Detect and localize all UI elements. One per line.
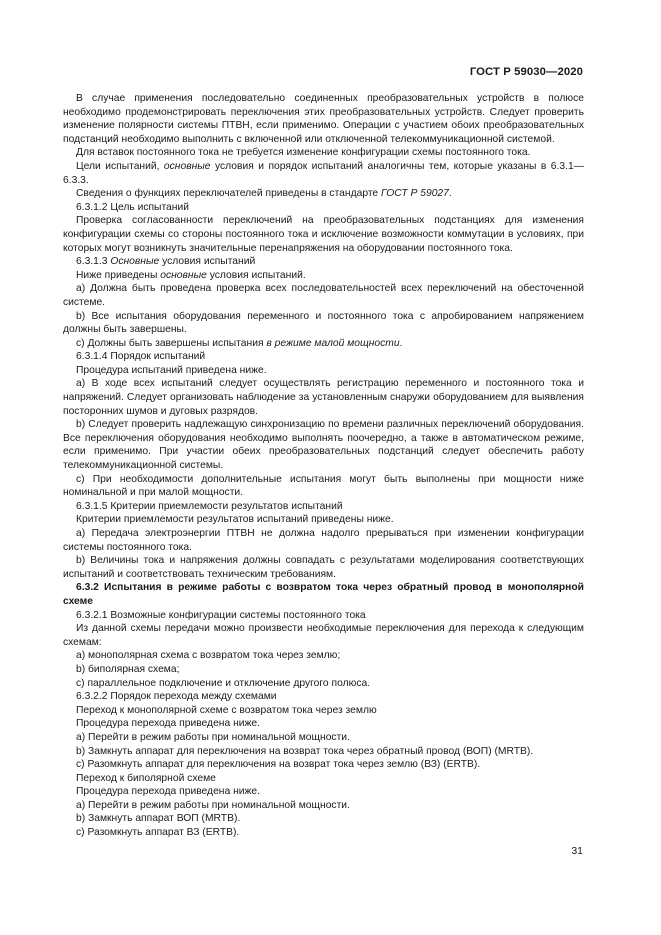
document-header: ГОСТ Р 59030—2020 — [469, 66, 583, 78]
list-item: a) монополярная схема с возвратом тока через землю; — [76, 650, 341, 662]
list-item: b) Все испытания оборудования переменного и постоянного тока с апробированием напряжением должны быть завершены. — [63, 310, 584, 336]
list-item: b) биполярная схема; — [76, 663, 180, 675]
list-item: b) Замкнуть аппарат ВОП (MRTB). — [76, 813, 241, 825]
list-item: b) Замкнуть аппарат для переключения на возврат тока через обратный провод (ВОП) (MRTB). — [76, 745, 534, 757]
paragraph: Процедура перехода приведена ниже. — [76, 718, 260, 730]
document-body — [63, 92, 584, 840]
list-item: a) Передача электроэнергии ПТВН не должна надолго прерываться при изменении конфигурации системы постоянного тока. — [63, 528, 584, 553]
list-item: a) Перейти в режим работы при номинальной мощности. — [76, 799, 350, 811]
paragraph: Цели испытаний, основные условия и порядок испытаний аналогичны тем, которые указаны в 6.3.1—6.3.3. — [63, 160, 584, 186]
list-item: a) Перейти в режим работы при номинальной мощности. — [76, 731, 350, 743]
section-heading: 6.3.1.3 Основные условия испытаний — [76, 256, 256, 268]
section-heading: 6.3.1.5 Критерии приемлемости результатов испытаний — [76, 500, 343, 512]
paragraph: Проверка согласованности переключений на преобразовательных подстанциях для изменения конфигурации схемы со стороны постоянного тока и исключение возможности коммутации в условиях, при которых могут возникнуть значительные перенапряжения на оборудовании постоянного тока. — [63, 215, 584, 254]
paragraph: Ниже приведены основные условия испытаний. — [76, 269, 306, 281]
list-item: a) Должна быть проведена проверка всех последовательностей всех переключений на обесточенной системе. — [63, 283, 584, 308]
list-item: a) В ходе всех испытаний следует осуществлять регистрацию переменного и постоянного тока и напряжений. Следует организовать наблюдение за установленным снаружи оборудованием для выявления посторонних шумов и дуговых разрядов. — [63, 378, 584, 417]
paragraph: Процедура перехода приведена ниже. — [76, 786, 260, 798]
list-item: c) При необходимости дополнительные испытания могут быть выполнены при мощности ниже номинальной и при малой мощности. — [63, 473, 584, 499]
paragraph: В случае применения последовательно соединенных преобразовательных устройств в полюсе необходимо продемонстрировать переключения этих преобразовательных устройств. Следует проверить изменение полярности системы ПТВН, если применимо. Операции с участием обоих преобразовательных подстанций необходимо выполнить с включенной или отключенной телекоммуникационной системой. — [63, 93, 584, 145]
paragraph: Из данной схемы передачи можно произвести необходимые переключения для перехода к следующим схемам: — [63, 623, 584, 648]
list-item: c) Разомкнуть аппарат ВЗ (ERTB). — [76, 827, 240, 839]
paragraph: Для вставок постоянного тока не требуется изменение конфигурации схемы постоянного тока. — [76, 147, 531, 159]
list-item: b) Следует проверить надлежащую синхронизацию по времени различных переключений оборудования. Все переключения оборудования необходимо выполнять поочередно, а также в автоматическом режиме, если применимо. При участии обеих преобразовательных подстанций следует обеспечить работу телекоммуникационной системы. — [63, 419, 584, 472]
subsection-heading: 6.3.2 Испытания в режиме работы с возвратом тока через обратный провод в монополярной схеме — [63, 582, 584, 607]
list-item: c) Должны быть завершены испытания в режиме малой мощности. — [76, 337, 403, 349]
section-heading: 6.3.1.2 Цель испытаний — [76, 201, 189, 213]
list-item: b) Величины тока и напряжения должны совпадать с результатами моделирования соответствующих испытаний и соответствовать техническим требованиям. — [63, 555, 584, 580]
paragraph: Процедура испытаний приведена ниже. — [76, 364, 267, 376]
list-item: c) Разомкнуть аппарат для переключения на возврат тока через землю (ВЗ) (ERTB). — [76, 759, 481, 771]
page-number: 31 — [571, 845, 583, 857]
section-heading: 6.3.1.4 Порядок испытаний — [76, 351, 206, 363]
paragraph: Критерии приемлемости результатов испытаний приведены ниже. — [76, 514, 394, 526]
section-heading: 6.3.2.2 Порядок перехода между схемами — [76, 691, 277, 703]
paragraph: Переход к монополярной схеме с возвратом тока через землю — [76, 704, 377, 716]
list-item: c) параллельное подключение и отключение другого полюса. — [76, 677, 371, 689]
section-heading: 6.3.2.1 Возможные конфигурации системы постоянного тока — [76, 609, 366, 621]
paragraph: Переход к биполярной схеме — [76, 772, 216, 784]
paragraph: Сведения о функциях переключателей приведены в стандарте ГОСТ Р 59027. — [76, 188, 452, 200]
